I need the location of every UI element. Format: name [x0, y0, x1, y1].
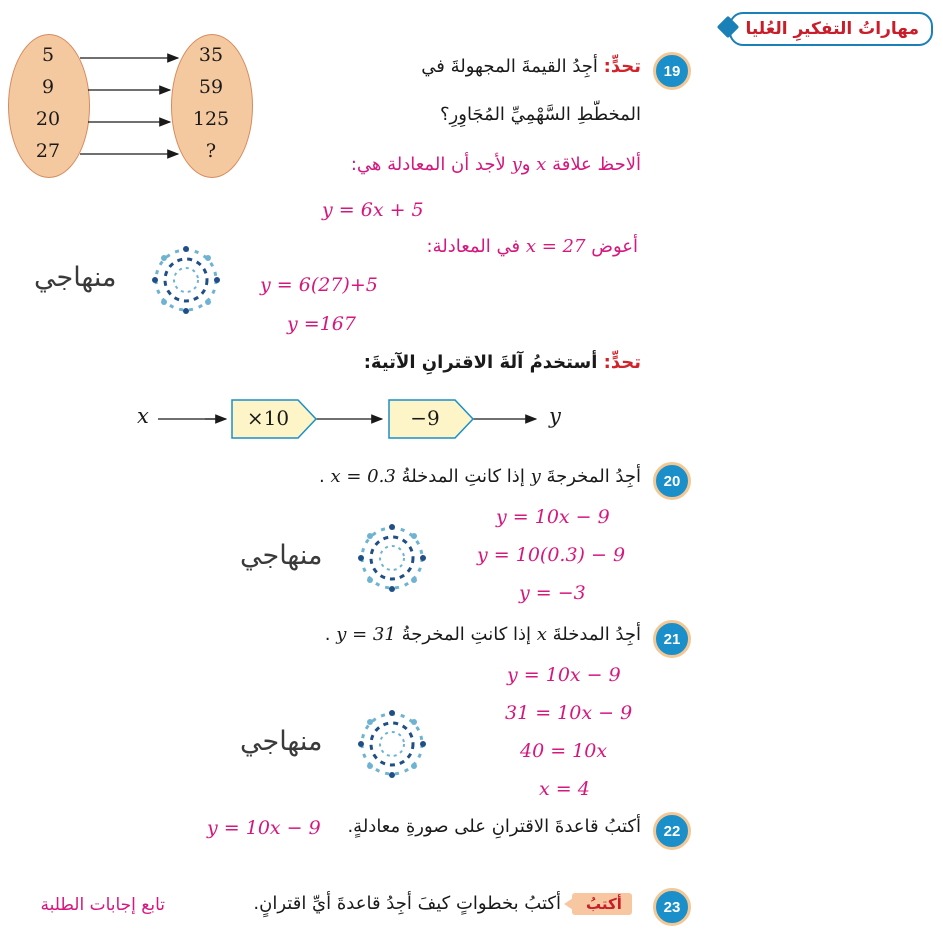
section-title: مهاراتُ التفكيرِ العُليا — [745, 19, 919, 39]
q19-answer-eq3: y =167 — [287, 313, 356, 335]
question-number-22 — [653, 812, 691, 850]
q20-eq: x = 0.3 — [330, 466, 396, 487]
logo-text: منهاجي — [240, 726, 323, 757]
machine-step-multiply: ×10 — [246, 406, 290, 430]
range-value: 59 — [198, 76, 224, 98]
q23-prompt: أكتبُ بخطواتٍ كيفَ أجِدُ قاعدةَ أيِّ اقترانٍ. — [253, 893, 561, 914]
answer-text: لأجد أن المعادلة هي: — [350, 154, 506, 175]
q21-eq: y = 31 — [336, 624, 396, 645]
write-tag — [572, 893, 632, 915]
q21-answer-line: 31 = 10x − 9 — [505, 702, 633, 724]
q21-text: إذا كانتِ المخرجةُ — [401, 624, 531, 645]
question-number-label: 21 — [663, 630, 681, 648]
answer-var-x: x — [536, 154, 547, 175]
domain-value: 9 — [41, 76, 55, 98]
question-number-label: 23 — [663, 898, 681, 916]
q20-text: إذا كانتِ المدخلةُ — [401, 466, 525, 487]
question-number-20 — [653, 462, 691, 500]
write-tag-label: أكتبُ — [586, 895, 622, 913]
q19-text-1: أجِدُ القيمةَ المجهولةَ في — [421, 56, 598, 77]
answer-text: في المعادلة: — [426, 236, 521, 257]
range-value: 125 — [192, 108, 230, 130]
logo-emblem-icon — [352, 704, 432, 784]
q20-answer-line: y = 10(0.3) − 9 — [477, 544, 626, 566]
q21-answer-line: y = 10x − 9 — [507, 664, 621, 686]
machine-output: y — [549, 404, 561, 428]
q19-text-2: المخطّطِ السَّهْمِيِّ المُجَاوِرِ؟ — [440, 104, 641, 125]
q20-var: y — [530, 466, 541, 487]
answer-sub-eq: x = 27 — [525, 236, 586, 257]
question-number-label: 19 — [663, 62, 681, 80]
answer-text: و — [521, 154, 531, 175]
q20-answer-line: y = −3 — [519, 582, 586, 604]
question-number-label: 22 — [663, 822, 681, 840]
q20-answer-line: y = 10x − 9 — [496, 506, 610, 528]
range-value: 35 — [198, 44, 224, 66]
q20-text: أجِدُ المخرجةَ — [546, 466, 641, 487]
pencil-icon — [564, 898, 573, 910]
logo-emblem-icon — [146, 240, 226, 320]
domain-value: 27 — [35, 140, 61, 162]
q22-prompt: أكتبُ قاعدةَ الاقترانِ على صورةِ معادلةٍ. — [347, 816, 641, 837]
q21-answer-line: 40 = 10x — [520, 740, 608, 762]
q19-line1 — [421, 56, 641, 77]
question-number-23 — [653, 888, 691, 926]
question-number-19 — [653, 52, 691, 90]
q20-prompt: أجِدُ المخرجةَ y إذا كانتِ المدخلةُ x = 0.3 . — [319, 466, 641, 487]
machine-prompt-text: أستخدمُ آلةَ الاقترانِ الآتيةَ: — [363, 352, 598, 373]
q21-answer-line: x = 4 — [539, 778, 590, 800]
logo-text: منهاجي — [34, 262, 117, 293]
q19-answer-note — [351, 154, 641, 175]
q21-text: أجِدُ المدخلةَ — [552, 624, 641, 645]
q19-answer-eq2: y = 6(27)+5 — [260, 274, 378, 296]
q21-prompt: أجِدُ المدخلةَ x إذا كانتِ المخرجةُ y = 31 . — [324, 624, 641, 645]
logo-emblem-icon — [352, 518, 432, 598]
machine-step-subtract: −9 — [410, 406, 440, 430]
q23-answer: تابع إجابات الطلبة — [40, 895, 165, 915]
manhaji-logo — [352, 704, 432, 788]
mapping-arrows — [0, 0, 260, 190]
answer-text: أعوض — [591, 236, 638, 257]
q22-answer: y = 10x − 9 — [207, 817, 321, 839]
question-number-label: 20 — [663, 472, 681, 490]
q19-answer-sub — [427, 236, 638, 257]
logo-text: منهاجي — [240, 540, 323, 571]
section-header — [729, 12, 933, 46]
domain-value: 20 — [35, 108, 61, 130]
manhaji-logo — [352, 518, 432, 602]
answer-var-y: y — [511, 154, 522, 175]
answer-text: ألاحظ علاقة — [552, 154, 641, 175]
challenge-label: تحدٍّ: — [603, 56, 641, 77]
q21-var: x — [536, 624, 547, 645]
q19-answer-eq1: y = 6x + 5 — [322, 199, 424, 221]
machine-input: x — [137, 404, 149, 428]
machine-prompt — [364, 352, 641, 373]
challenge-label: تحدٍّ: — [603, 352, 641, 373]
range-value: ? — [205, 140, 217, 162]
domain-value: 5 — [41, 44, 55, 66]
manhaji-logo — [146, 240, 226, 324]
question-number-21 — [653, 620, 691, 658]
